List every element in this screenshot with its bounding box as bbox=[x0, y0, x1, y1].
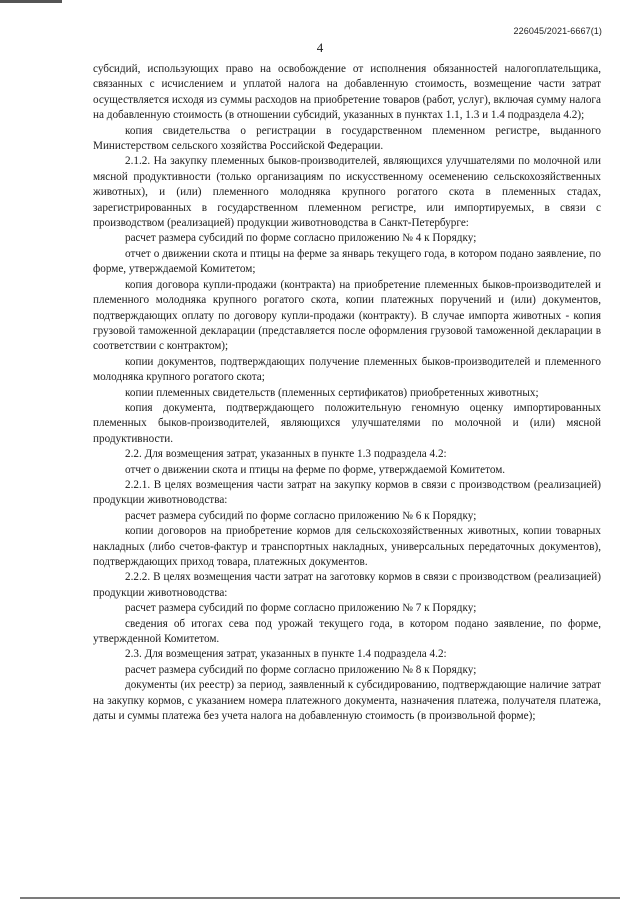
paragraph: субсидий, использующих право на освобождение от исполнения обязанностей налогоплательщика, связанных с исчислением и уплатой налога на добавленную стоимость, возмещение части затрат осуществляется исходя из суммы расходов на приобретение товаров (работ, услуг), включая сумму налога на добавленную стоимость (в отношении субсидий, указанных в пунктах 1.1, 1.3 и 1.4 подраздела 4.2); bbox=[93, 63, 601, 122]
paragraph: расчет размера субсидий по форме согласно приложению № 7 к Порядку; bbox=[125, 602, 477, 615]
paragraph: копия документа, подтверждающего положительную геномную оценку импортированных племенных быков-производителей, являющихся улучшателями по молочной и (или) мясной продуктивности. bbox=[93, 401, 601, 445]
paragraph: отчет о движении скота и птицы на ферме по форме, утверждаемой Комитетом. bbox=[125, 463, 506, 476]
scan-bottom-edge bbox=[20, 897, 620, 899]
paragraph: 2.2.1. В целях возмещения части затрат на закупку кормов в связи с производством (реализацией) продукции животноводства: bbox=[93, 478, 601, 507]
paragraph: 2.2. Для возмещения затрат, указанных в пункте 1.3 подраздела 4.2: bbox=[125, 448, 447, 461]
paragraph: 2.2.2. В целях возмещения части затрат на заготовку кормов в связи с производством (реализацией) продукции животноводства: bbox=[93, 571, 601, 599]
paragraph: копия свидетельства о регистрации в государственном племенном регистре, выданного Министерством сельского хозяйства Российской Федерации. bbox=[93, 124, 601, 153]
page-number: 4 bbox=[316, 40, 324, 55]
paragraph: документы (их реестр) за период, заявленный к субсидированию, подтверждающие наличие затрат на закупку кормов, с указанием номера платежного документа, назначения платежа, получателя платежа, даты и суммы платежа без учета налога на добавленную стоимость (в произвольной форме); bbox=[93, 679, 601, 723]
paragraph: сведения об итогах сева под урожай текущего года, в котором подано заявление, по форме, утвержденной Комитетом. bbox=[93, 617, 601, 646]
document-body bbox=[93, 62, 601, 724]
paragraph: 2.1.2. На закупку племенных быков-производителей, являющихся улучшателями по молочной или мясной продуктивности (только организациям по искусственному осеменению сельскохозяйственных животных), и (или) племенного молодняка крупного рогатого скота в племенных стадах, зарегистрированных в государственном племенном регистре, или импортируемых, в связи с производством (реализацией) продукции животноводства в Санкт-Петербурге: bbox=[93, 155, 601, 230]
paragraph: копия договора купли-продажи (контракта) на приобретение племенных быков-производителей и племенного молодняка крупного рогатого скота, копии платежных поручений и (или) документов, подтверждающих оплату по договору купли-продажи (контракту). В случае импорта животных - копия грузовой таможенной декларации (представляется после оформления грузовой таможенной декларации в соответствии с контрактом); bbox=[93, 278, 601, 353]
paragraph: расчет размера субсидий по форме согласно приложению № 6 к Порядку; bbox=[125, 509, 477, 522]
paragraph: расчет размера субсидий по форме согласно приложению № 4 к Порядку; bbox=[125, 232, 477, 245]
document-number: 226045/2021-6667(1) bbox=[513, 26, 602, 36]
paragraph: копии документов, подтверждающих получение племенных быков-производителей и племенного молодняка крупного рогатого скота; bbox=[93, 355, 601, 384]
paragraph: 2.3. Для возмещения затрат, указанных в пункте 1.4 подраздела 4.2: bbox=[125, 648, 447, 661]
paragraph: расчет размера субсидий по форме согласно приложению № 8 к Порядку; bbox=[125, 663, 477, 676]
paragraph: копии племенных свидетельств (племенных сертификатов) приобретенных животных; bbox=[125, 386, 539, 399]
paragraph: отчет о движении скота и птицы на ферме за январь текущего года, в котором подано заявление, по форме, утверждаемой Комитетом; bbox=[93, 247, 601, 276]
paragraph: копии договоров на приобретение кормов для сельскохозяйственных животных, копии товарных накладных (либо счетов-фактур и транспортных накладных, универсальных передаточных документов), подтверждающих приход товара, платежных документов. bbox=[93, 525, 601, 568]
scan-edge-mark bbox=[0, 0, 62, 3]
